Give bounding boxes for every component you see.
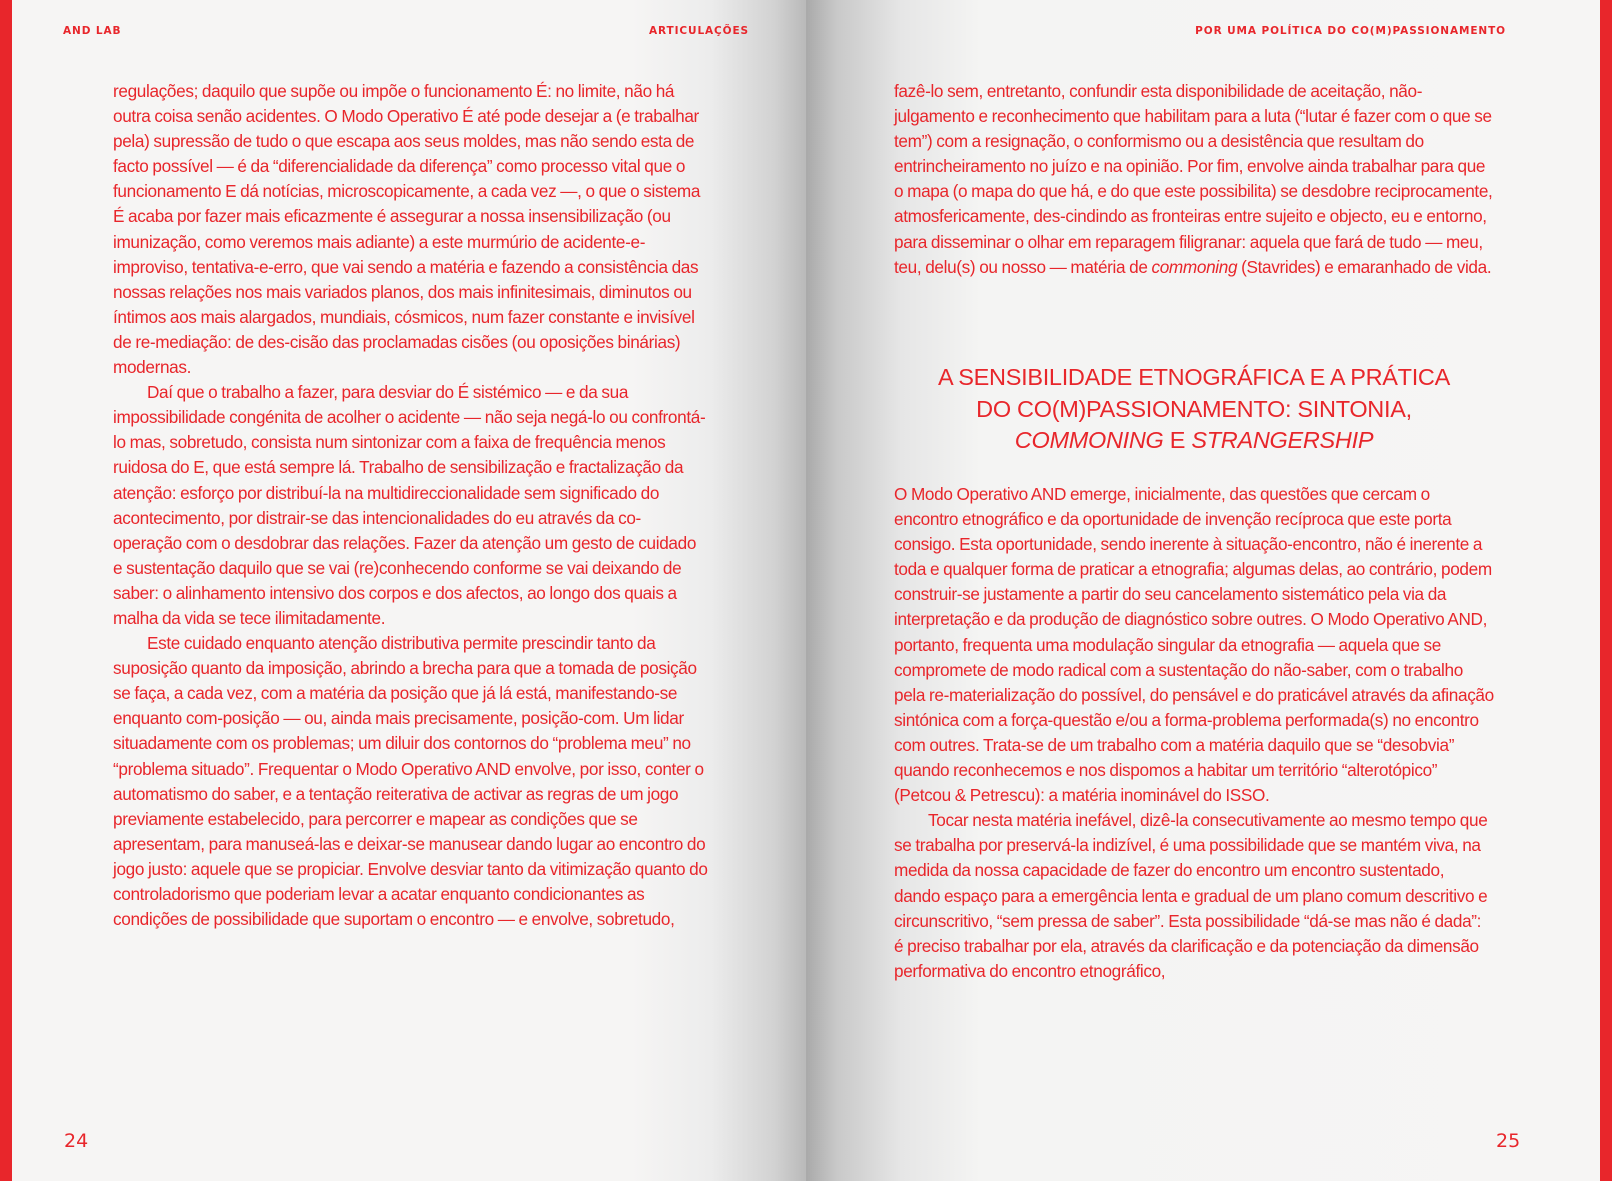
left-body-text <box>113 79 708 932</box>
heading-line: DO CO(M)PASSIONAMENTO: SINTONIA, <box>976 395 1412 422</box>
section-heading <box>894 362 1494 457</box>
italic-term: commoning <box>1151 256 1238 277</box>
paragraph: regulações; daquilo que supõe ou impõe o funcionamento É: no limite, não há outra coisa senão acidentes. O Modo Operativo É até pode desejar a (e trabalhar pela) supressão de tudo o que escapa aos seus moldes, mas não sendo esta de facto possível — é da “diferencialidade da diferença” como processo vital que o funcionamento E dá notícias, microscopicamente, a cada vez —, o que o sistema É acaba por fazer mais eficazmente é assegurar a nossa insensibilização (ou imunização, como veremos mais adiante) a este murmúrio de acidente-e-improviso, tentativa-e-erro, que vai sendo a matéria e fazendo a consistência das nossas relações nos mais variados planos, dos mais infinitesimais, diminutos ou íntimos aos mais alargados, mundiais, cósmicos, num fazer constante e invisível de re-mediação: de des-cisão das proclamadas cisões (ou oposições binárias) modernas. <box>113 81 701 378</box>
heading-italic: COMMONING <box>1014 427 1164 453</box>
heading-line <box>894 425 1494 457</box>
paragraph: O Modo Operativo AND emerge, inicialmente, das questões que cercam o encontro etnográfico e da oportunidade de invenção recíproca que este porta consigo. Esta oportunidade, sendo inerente à situação-encontro, não é inerente a toda e qualquer forma de praticar a etnografia; algumas delas, ao contrário, podem construir-se justamente a partir do seu cancelamento sistemático pela via da interpretação e da produção de diagnóstico sobre outres. O Modo Operativo AND, portanto, frequenta uma modulação singular da etnografia — aquela que se compromete de modo radical com a sustentação do não-saber, com o trabalho pela re-materialização do possível, do pensável e do praticável através da afinação sintónica com a força-questão e/ou a forma-problema performada(s) no encontro com outres. Trata-se de um trabalho com a matéria daquilo que se “desobvia” quando reconhecemos e nos dispomos a habitar um território “alterotópico” (Petcou & Petrescu): a matéria inominável do ISSO. <box>894 484 1494 806</box>
heading-line: A SENSIBILIDADE ETNOGRÁFICA E A PRÁTICA <box>938 364 1450 390</box>
paragraph <box>894 79 1494 280</box>
running-head-section: ARTICULAÇÕES <box>649 25 750 37</box>
paragraph: Tocar nesta matéria inefável, dizê-la consecutivamente ao mesmo tempo que se trabalha por preservá-la indizível, é uma possibilidade que se mantém viva, na medida da nossa capacidade de fazer do encontro um encontro sustentado, dando espaço para a emergência lenta e gradual de um plano comum descritivo e circunscritivo, “sem pressa de saber”. Esta possibilidade “dá-se mas não é dada”: é preciso trabalhar por ela, através da clarificação e da potenciação da dimensão performativa do encontro etnográfico, <box>894 810 1488 981</box>
right-page <box>806 0 1600 1181</box>
book-spread <box>12 0 1600 1181</box>
running-head-chapter: POR UMA POLÍTICA DO CO(M)PASSIONAMENTO <box>1195 25 1506 37</box>
paragraph: Daí que o trabalho a fazer, para desviar do É sistémico — e da sua impossibilidade congénita de acolher o acidente — não seja negá-lo ou confrontá-lo mas, sobretudo, consista num sintonizar com a faixa de frequência menos ruidosa do E, que está sempre lá. Trabalho de sensibilização e fractalização da atenção: esforço por distribuí-la na multidireccionalidade sem significado do acontecimento, por distrair-se das intencionalidades do eu através da co-operação com o desdobrar das relações. Fazer da atenção um gesto de cuidado e sustentação daquilo que se vai (re)conhecendo conforme se vai deixando de saber: o alinhamento intensivo dos corpos e dos afectos, ao longo dos quais a malha da vida se tece ilimitadamente. <box>113 382 706 628</box>
left-page <box>12 0 806 1181</box>
running-head-author: AND LAB <box>63 25 122 37</box>
page-number: 24 <box>64 1130 89 1152</box>
paragraph-text: fazê-lo sem, entretanto, confundir esta disponibilidade de aceitação, não-julgamento e reconhecimento que habilitam para a luta (“lutar é fazer com o que se tem”) com a resignação, o conformismo ou a desistência que resultam do entrincheiramento no juízo e na opinião. Por fim, envolve ainda trabalhar para que o mapa (o mapa do que há, e do que este possibilita) se desdobre reciprocamente, atmosfericamente, des-cindindo as fronteiras entre sujeito e objecto, eu e entorno, para disseminar o olhar em reparagem filigranar: aquela que fará de tudo — meu, teu, delu(s) ou nosso — matéria de <box>894 81 1493 277</box>
right-body-text-bottom <box>894 482 1494 984</box>
heading-conjunction: E <box>1163 427 1192 453</box>
right-body-text-top <box>894 79 1494 280</box>
page-number: 25 <box>1496 1130 1521 1152</box>
paragraph-text: (Stavrides) e emaranhado de vida. <box>1237 256 1492 277</box>
paragraph: Este cuidado enquanto atenção distributiva permite prescindir tanto da suposição quanto da imposição, abrindo a brecha para que a tomada de posição se faça, a cada vez, com a matéria da posição que já lá está, manifestando-se enquanto com-posição — ou, ainda mais precisamente, posição-com. Um lidar situadamente com os problemas; um diluir dos contornos do “problema meu” no “problema situado”. Frequentar o Modo Operativo AND envolve, por isso, conter o automatismo do saber, e a tentação reiterativa de activar as regras de um jogo previamente estabelecido, para percorrer e mapear as condições que se apresentam, para manuseá-las e deixar-se manusear dando lugar ao encontro do jogo justo: aquele que se propiciar. Envolve desviar tanto da vitimização quanto do controladorismo que poderiam levar a acatar enquanto condicionantes as condições de possibilidade que suportam o encontro — e envolve, sobretudo, <box>113 633 708 930</box>
heading-italic: STRANGERSHIP <box>1191 427 1374 453</box>
